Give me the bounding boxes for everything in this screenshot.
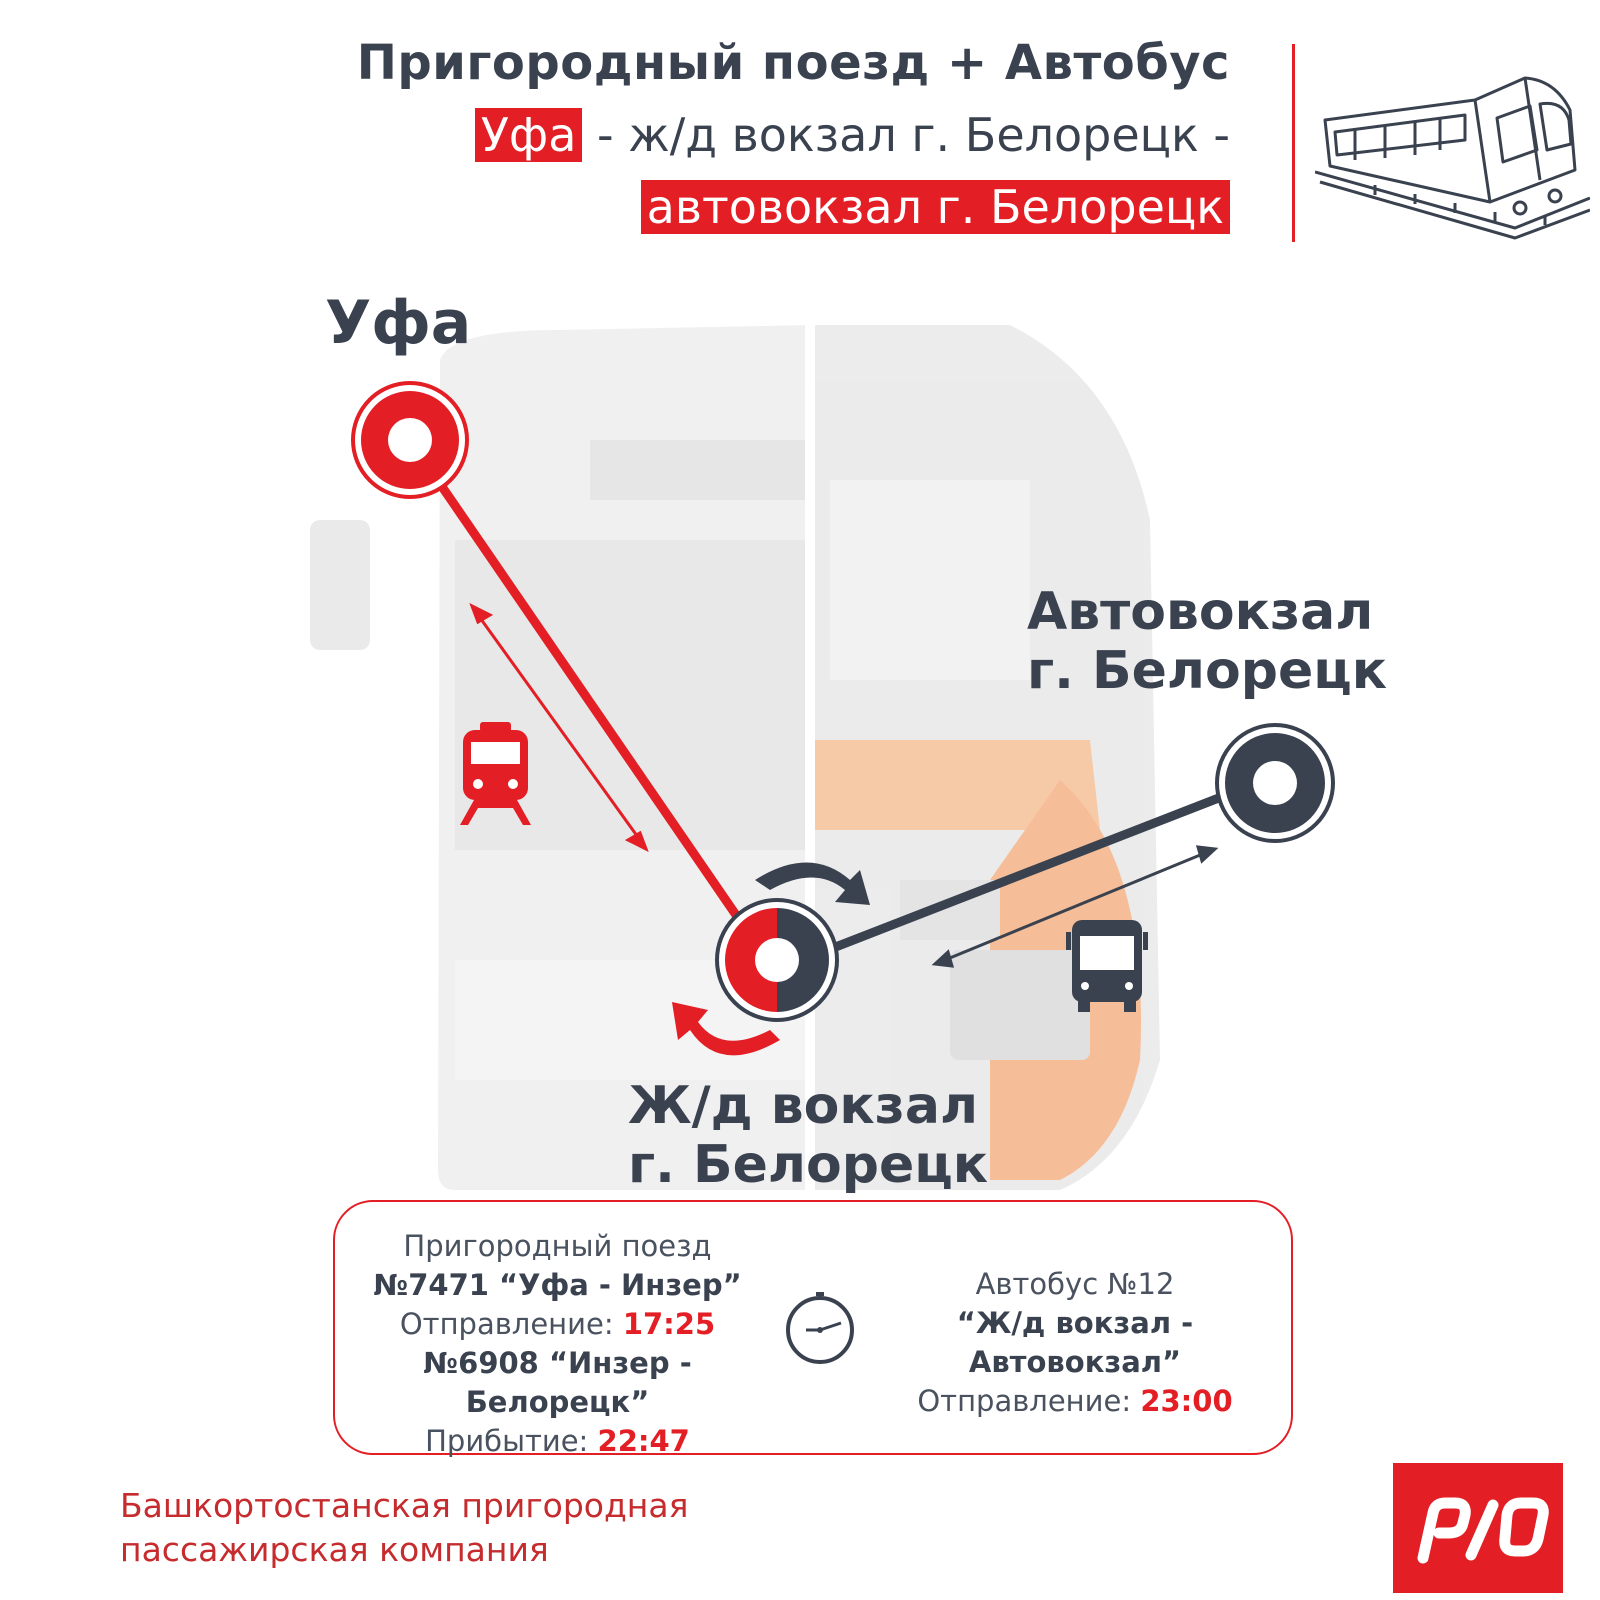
rzd-logo — [1393, 1463, 1563, 1593]
railway-station-label-line2: г. Белорецк — [628, 1135, 989, 1195]
ufa-station-label: Уфа — [325, 288, 472, 358]
bus-station-label-line1: Автовокзал — [1027, 582, 1374, 642]
header-title: Пригородный поезд + Автобус — [356, 35, 1230, 91]
header-destination-highlight: автовокзал г. Белорецк — [641, 180, 1230, 234]
train-departure: Отправление: 17:25 — [399, 1307, 716, 1341]
train-route-1: №7471 “Уфа - Инзер” — [373, 1268, 742, 1302]
train-icon — [460, 722, 531, 825]
clock-icon — [781, 1290, 859, 1368]
company-name-line1: Башкортостанская пригородная — [120, 1486, 689, 1525]
bus-schedule-title: Автобус №12 — [975, 1267, 1175, 1301]
train-departure-time: 17:25 — [622, 1307, 716, 1341]
ufa-station-marker[interactable] — [353, 383, 467, 497]
bus-route-line — [815, 780, 1265, 955]
company-name — [120, 1484, 688, 1572]
bus-departure-time: 23:00 — [1140, 1384, 1233, 1418]
bus-station-marker[interactable] — [1217, 725, 1333, 841]
railway-station-label-line1: Ж/д вокзал — [628, 1076, 979, 1136]
train-route-line — [410, 440, 760, 950]
rzd-logo-mark — [1393, 1463, 1563, 1593]
bus-departure: Отправление: 23:00 — [917, 1384, 1233, 1418]
header-route-middle: - ж/д вокзал г. Белорецк - — [582, 108, 1230, 162]
train-schedule-title: Пригородный поезд — [403, 1229, 712, 1263]
bus-station-label-line2: г. Белорецк — [1027, 641, 1388, 701]
train-schedule — [335, 1227, 780, 1461]
train-arrival: Прибытие: 22:47 — [425, 1424, 690, 1458]
railway-station-marker[interactable] — [717, 900, 837, 1020]
company-name-line2: пассажирская компания — [120, 1530, 549, 1569]
bus-icon — [1066, 920, 1148, 1012]
train-arrival-time: 22:47 — [597, 1424, 690, 1458]
train-route-2: №6908 “Инзер - Белорецк” — [423, 1346, 692, 1419]
header-origin-highlight: Уфа — [475, 108, 583, 162]
bus-route: “Ж/д вокзал - Автовокзал” — [956, 1306, 1194, 1379]
bus-schedule — [860, 1265, 1290, 1421]
schedule-card — [333, 1200, 1293, 1458]
